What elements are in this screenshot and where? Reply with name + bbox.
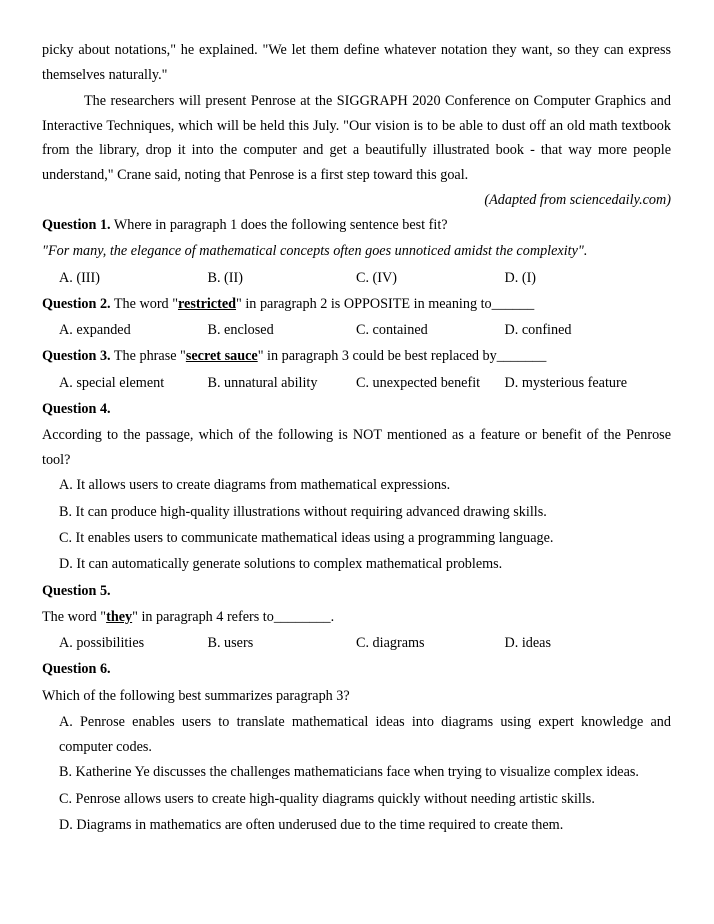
question-3 [42,343,671,396]
question-4-option-c[interactable]: C. It enables users to communicate mathematical ideas using a programming language. [59,529,554,546]
question-6-label: Question 6. [42,661,111,678]
question-5-option-a[interactable]: A. possibilities [59,635,145,652]
passage-source: (Adapted from sciencedaily.com) [484,192,671,208]
question-6-option-c[interactable]: C. Penrose allows users to create high-quality diagrams quickly without needing artistic skills. [59,790,595,807]
document-page [42,38,671,838]
question-5-text-after: " in paragraph 4 refers to________. [132,608,335,625]
question-5-keyword: they [106,608,133,625]
question-5 [42,578,671,657]
question-6-stem: Which of the following best summarizes paragraph 3? [42,687,350,704]
question-2-text-before: The word " [110,295,178,312]
question-1-option-d[interactable]: D. (I) [504,269,537,286]
question-1-label: Question 1. [42,217,111,233]
question-3-text-after: " in paragraph 3 could be best replaced by_______ [257,348,547,365]
question-4 [42,396,671,577]
question-3-label: Question 3. [42,348,111,365]
question-2-label: Question 2. [42,295,111,312]
question-5-option-d[interactable]: D. ideas [504,635,551,652]
question-3-option-a[interactable]: A. special element [59,374,165,391]
question-1-stem [42,212,671,238]
question-2-options [42,317,671,343]
question-3-stem [42,343,671,369]
question-1-option-c[interactable]: C. (IV) [356,269,397,286]
question-2-option-d[interactable]: D. confined [504,322,572,339]
question-1-option-b[interactable]: B. (II) [207,269,243,286]
question-1-sentence: "For many, the elegance of mathematical concepts often goes unnoticed amidst the complexity". [42,243,588,260]
question-6-option-b[interactable]: B. Katherine Ye discusses the challenges mathematicians face when trying to visualize complex ideas. [59,764,639,781]
question-4-option-a[interactable]: A. It allows users to create diagrams from mathematical expressions. [59,477,451,494]
question-6-option-d[interactable]: D. Diagrams in mathematics are often underused due to the time required to create them. [59,816,564,833]
question-5-options [42,630,671,656]
question-2-keyword: restricted [177,295,237,312]
question-5-option-b[interactable]: B. users [207,635,254,652]
question-1-text: Where in paragraph 1 does the following sentence best fit? [110,217,448,233]
question-3-text-before: The phrase " [110,348,186,365]
question-2-text-after: " in paragraph 2 is OPPOSITE in meaning to______ [236,295,535,312]
question-4-option-d[interactable]: D. It can automatically generate solutions to complex mathematical problems. [59,556,503,573]
question-3-option-d[interactable]: D. mysterious feature [504,374,628,391]
question-5-stem [42,604,671,630]
question-6 [42,656,671,838]
passage-paragraph-5: The researchers will present Penrose at the SIGGRAPH 2020 Conference on Computer Graphics and Interactive Techniques, which will be held this July. "Our vision is to be able to dust off an old math textbook from the library, drop it into the computer and get a beautifully illustrated book - that way more people understand," Crane said, noting that Penrose is a first step toward this goal. [42,93,671,183]
question-3-keyword: secret sauce [185,348,258,365]
question-4-option-b[interactable]: B. It can produce high-quality illustrations without requiring advanced drawing skills. [59,503,547,520]
question-1 [42,212,671,291]
question-2 [42,291,671,344]
question-2-option-c[interactable]: C. contained [356,322,428,339]
question-1-option-a[interactable]: A. (III) [59,269,100,286]
question-6-option-a[interactable]: A. Penrose enables users to translate mathematical ideas into diagrams using expert knowledge and computer codes. [59,714,671,755]
passage-continuation: picky about notations," he explained. "We let them define whatever notation they want, so they can express themselves naturally." [42,42,671,83]
question-5-text-before: The word " [42,608,107,625]
question-5-label: Question 5. [42,582,111,599]
question-3-options [42,370,671,396]
question-3-option-b[interactable]: B. unnatural ability [207,374,318,391]
question-4-stem: According to the passage, which of the following is NOT mentioned as a feature or benefit of the Penrose tool? [42,427,671,468]
question-4-label: Question 4. [42,401,111,418]
question-1-options [42,265,671,291]
question-3-option-c[interactable]: C. unexpected benefit [356,374,481,391]
question-2-option-b[interactable]: B. enclosed [207,322,274,339]
question-5-option-c[interactable]: C. diagrams [356,635,425,652]
question-2-option-a[interactable]: A. expanded [59,322,131,339]
question-2-stem [42,291,671,317]
